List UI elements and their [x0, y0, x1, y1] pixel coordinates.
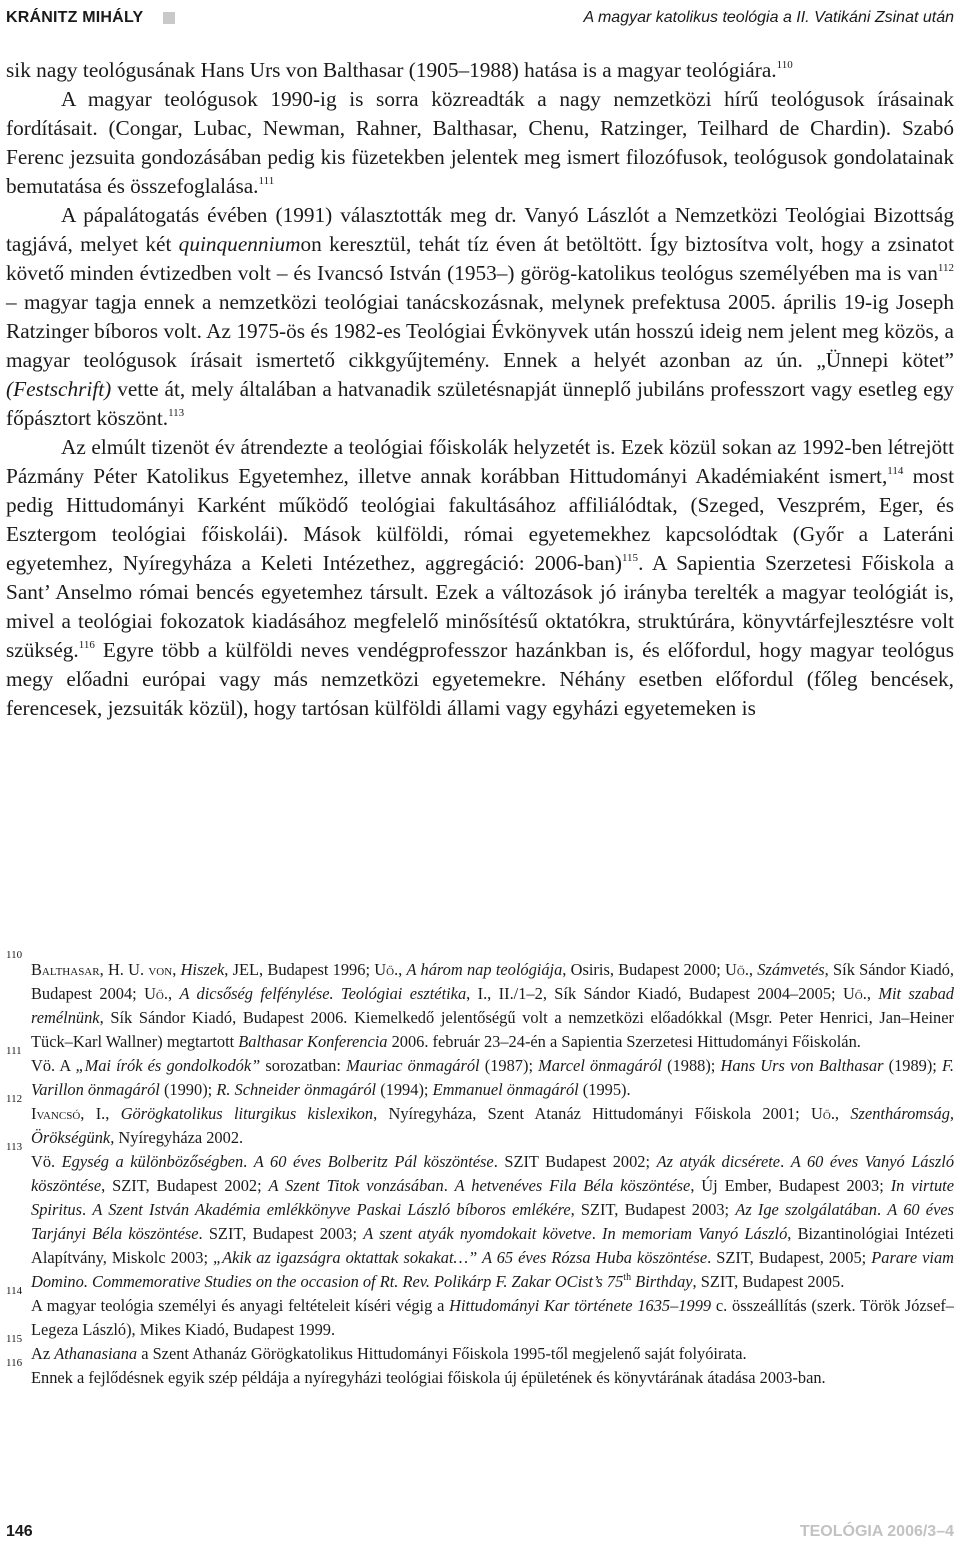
italic-text: Görögkatolikus liturgikus kislexikon: [120, 1104, 374, 1123]
italic-text: In virtute Spiritus: [31, 1176, 955, 1219]
text-run: A magyar teológia személyi és anyagi feltételeit kíséri végig a: [31, 1296, 450, 1315]
text-run: Uő: [725, 960, 745, 979]
text-run: on keresztül, tehát tíz éven át betöltött. Így biztosítva volt, hogy a zsinatot követő minden évtizedben volt – és Ivancsó István (1953–) görög-katolikus teológus személyében ma is van: [6, 232, 955, 285]
text-run: .,: [394, 960, 407, 979]
text-run: A magyar teológusok 1990-ig is sorra közreadták a nagy nemzetközi hírű teológusok írásainak fordításait. (Congar, Lubac, Newman, Rahner, Balthasar, Chenu, Ratzinger, Teilhard de Chardin). Szabó Ferenc jezsuita gondozásában pedig kis füzetekben jelentek meg ismert filozófusok, teológusok gondolatainak bemutatása és összefoglalása.: [6, 87, 954, 198]
text-run: .,: [830, 1104, 851, 1123]
footnote-number: 114: [6, 1285, 23, 1297]
text-run: vette át, mely általában a hatvanadik születésnapját ünneplő jubiláns professzort vagy esetleg egy főpásztort köszönt.: [6, 377, 954, 430]
italic-text: Birthday: [631, 1272, 693, 1291]
footnote-number: 110: [6, 949, 23, 961]
text-run: Vö. A: [31, 1056, 76, 1075]
text-run: .: [443, 1176, 455, 1195]
text-run: , Sík Sándor Kiadó, Budapest 2004;: [31, 960, 955, 1003]
italic-text: A szent atyák nyomdokait követve: [363, 1224, 592, 1243]
italic-text: „Akik az igazságra oktattak sokakat…” A 65 éves Rózsa Huba köszöntése: [213, 1248, 708, 1267]
footnote-ref: 110: [776, 59, 793, 71]
italic-text: Hittudományi Kar története 1635–1999: [449, 1296, 712, 1315]
text-run: , I., II./1–2, Sík Sándor Kiadó, Budapest 2004–2005;: [466, 984, 843, 1003]
italic-text: Hans Urs von Balthasar: [720, 1056, 884, 1075]
italic-text: „Mai írók és gondolkodók”: [75, 1056, 261, 1075]
text-run: (1990);: [159, 1080, 217, 1099]
text-run: . A Sapientia Szerzetesi Főiskola a Sant’ Anselmo római bencés egyetemhez társult. Ezek a változások jó irányba terelték a magyar teológiát is, mivel a teológiai fokozatok kiadásához megfelelő minősítésű oktatókra, struktúrára, könyvtárfejlesztésre volt szükség.: [6, 551, 954, 662]
italic-text: A 60 éves Vanyó László köszöntése: [31, 1152, 955, 1195]
footnote-ref: 111: [258, 175, 275, 187]
running-header: [6, 6, 954, 30]
text-run: Az: [31, 1344, 55, 1363]
italic-text: Az atyák dicsérete: [656, 1152, 781, 1171]
italic-text: Az Ige szolgálatában: [735, 1200, 877, 1219]
italic-text: In memoriam Vanyó László: [602, 1224, 788, 1243]
footnote-number: 116: [6, 1357, 23, 1369]
italic-text: F. Varillon önmagáról: [31, 1056, 955, 1099]
footnote-ref: 115: [621, 552, 639, 564]
text-run: .: [82, 1200, 93, 1219]
main-text: [6, 56, 954, 723]
text-run: Uő: [374, 960, 395, 979]
footnote: [6, 949, 955, 1054]
italic-text: A Szent Titok vonzásában: [268, 1176, 444, 1195]
paragraph: [6, 201, 954, 433]
text-run: A pápalátogatás évében (1991) választották meg dr. Vanyó Lászlót a Nemzetközi Teológiai Bizottság tagjává, melyet két: [6, 203, 954, 256]
footnote-ref: 114: [887, 465, 904, 477]
footnote: [6, 1357, 954, 1390]
italic-text: Parare viam Domino. Commemorative Studies on the occasion of Rt. Rev. Polikárp F. Zakar OCist’s 75: [31, 1248, 954, 1291]
text-run: 2006. február 23–24-én a Sapientia Szerzetesi Hittudományi Főiskolán.: [387, 1032, 861, 1051]
text-run: .,: [744, 960, 758, 979]
text-run: , SZIT, Budapest 2002;: [101, 1176, 269, 1195]
text-run: a Szent Athanáz Görögkatolikus Hittudományi Főiskola 1995-től megjelenő saját folyóirata.: [137, 1344, 747, 1363]
paragraph: [6, 56, 954, 85]
italic-text: Balthasar Konferencia: [238, 1032, 388, 1051]
paragraph: [6, 433, 954, 723]
footnote-number: 111: [6, 1045, 22, 1057]
text-run: , I.,: [80, 1104, 121, 1123]
italic-text: R. Schneider önmagáról: [216, 1080, 377, 1099]
text-run: , Sík Sándor Kiadó, Budapest 2006. Kiemelkedő jelentőségű volt a nemzetközi előadókkal (Msgr. Peter Henrici, Jan–Heiner Tück–Karl Wallner) megtartott: [31, 1008, 954, 1051]
footnote-ref: 112: [937, 262, 954, 274]
italic-text: Mit szabad remélnünk: [31, 984, 954, 1027]
italic-text: A 60 éves Tarjányi Béla köszöntése: [31, 1200, 954, 1243]
text-run: , SZIT, Budapest 2005.: [692, 1272, 845, 1291]
footnote-number: 112: [6, 1093, 23, 1105]
text-run: .: [243, 1152, 254, 1171]
italic-text: A 60 éves Bolberitz Pál köszöntése: [253, 1152, 494, 1171]
text-run: .: [877, 1200, 888, 1219]
footnote: [6, 1045, 955, 1102]
text-run: .: [591, 1224, 602, 1243]
text-run: .,: [163, 984, 180, 1003]
page-number: 146: [6, 1523, 33, 1540]
text-run: sorozatban:: [260, 1056, 347, 1075]
footnote: [6, 1333, 954, 1366]
text-run: , JEL, Budapest 1996;: [224, 960, 375, 979]
italic-text: A három nap teológiája: [406, 960, 563, 979]
header-article-title: A magyar katolikus teológia a II. Vatikáni Zsinat után: [583, 9, 954, 26]
header-separator-square: [163, 12, 175, 24]
text-run: Uő: [811, 1104, 831, 1123]
text-run: Uő: [842, 984, 863, 1003]
footnote: [6, 1285, 954, 1342]
text-run: , H. U.: [99, 960, 149, 979]
footnote: [6, 1141, 955, 1294]
italic-text: A dicsőség felfénylése. Teológiai esztétika: [179, 984, 467, 1003]
text-run: von: [148, 960, 173, 979]
italic-text: quinquennium: [178, 232, 301, 256]
text-run: (1987);: [479, 1056, 539, 1075]
text-run: (1994);: [376, 1080, 433, 1099]
text-run: (1988);: [661, 1056, 721, 1075]
text-run: .,: [862, 984, 879, 1003]
text-run: – magyar tagja ennek a nemzetközi teológiai tanácskozásnak, melynek prefektusa 2005. április 19-ig Joseph Ratzinger bíboros volt. Az 1975-ös és 1982-es Teológiai Évkönyvek után hosszú ideig nem jelent meg közös, a magyar teológusok írásait ismertető cikkgyűjtemény. Ennek a helyét azonban az ún. „Ünnepi kötet”: [6, 290, 954, 372]
text-run: Vö.: [31, 1152, 62, 1171]
text-run: Ivancsó: [31, 1104, 81, 1123]
text-run: Nyíregyháza 2002.: [114, 1128, 244, 1147]
text-run: . SZIT, Budapest, 2005;: [707, 1248, 872, 1267]
text-run: , Osiris, Budapest 2000;: [562, 960, 726, 979]
text-run: Ennek a fejlődésnek egyik szép példája a nyíregyházi teológiai főiskola új épületének és könyvtárának átadása 2003-ban.: [31, 1368, 826, 1387]
italic-text: Marcel önmagáról: [538, 1056, 662, 1075]
running-footer: [6, 1522, 954, 1542]
text-run: sik nagy teológusának Hans Urs von Balthasar (1905–1988) hatása is a magyar teológiára.: [6, 58, 777, 82]
italic-text: Hiszek: [180, 960, 225, 979]
italic-text: Számvetés: [757, 960, 825, 979]
text-run: .: [780, 1152, 791, 1171]
text-run: Egyre több a külföldi neves vendégprofesszor hazánkban is, és előfordul, hogy magyar teológus megy előadni európai vagy más nemzetközi egyetemekre. Néhány esetben előfordul (főleg bencések, ferencesek, jezsuiták közül), hogy tartósan külföldi állami vagy egyházi egyetemeken is: [6, 638, 954, 720]
footnote-ref: 116: [78, 639, 95, 651]
footnote-number: 113: [6, 1141, 23, 1153]
text-run: , Nyíregyháza, Szent Atanáz Hittudományi Főiskola 2001;: [373, 1104, 812, 1123]
footnote: [6, 1093, 955, 1150]
text-run: . SZIT Budapest 2002;: [493, 1152, 657, 1171]
italic-text: (Festschrift): [6, 377, 112, 401]
footnote-number: 115: [6, 1333, 23, 1345]
paragraph: [6, 85, 954, 201]
footnotes: [6, 949, 955, 1390]
italic-text: A hetvenéves Fila Béla köszöntése: [454, 1176, 691, 1195]
text-run: c. összeállítás (szerk. Török József–Legeza László), Mikes Kiadó, Budapest 1999.: [31, 1296, 954, 1339]
text-run: , Új Ember, Budapest 2003;: [690, 1176, 891, 1195]
superscript: th: [623, 1272, 632, 1283]
text-run: most pedig Hittudományi Karként működő teológiai fakultásához affiliálódtak, (Szeged, Veszprém, Eger, és Esztergom teológiai főiskolái). Mások külföldi, római egyetemekhez kapcsolódtak (Győr a Lateráni egyetemhez, Nyíregyháza a Keleti Intézethez, aggregáció: 2006-ban): [6, 464, 955, 575]
italic-text: Szentháromság, Örökségünk,: [31, 1104, 955, 1147]
text-run: , Bizantinológiai Intézeti Alapítvány, Miskolc 2003;: [31, 1224, 954, 1267]
text-run: Az elmúlt tizenöt év átrendezte a teológiai főiskolák helyzetét is. Ezek közül sokan az 1992-ben létrejött Pázmány Péter Katolikus Egyetemhez, illetve annak korábban Hittudományi Akadémiaként ismert,: [6, 435, 954, 488]
italic-text: Emmanuel önmagáról: [432, 1080, 579, 1099]
text-run: , SZIT, Budapest 2003;: [570, 1200, 736, 1219]
text-run: (1989);: [883, 1056, 943, 1075]
text-run: Balthasar: [31, 960, 100, 979]
footnote-ref: 113: [168, 407, 185, 419]
text-run: ,: [172, 960, 181, 979]
text-run: Uő: [144, 984, 164, 1003]
text-run: . SZIT, Budapest 2003;: [198, 1224, 364, 1243]
header-author: KRÁNITZ MIHÁLY: [6, 9, 144, 26]
journal-issue: TEOLÓGIA 2006/3–4: [799, 1523, 954, 1540]
italic-text: Egység a különbözőségben: [61, 1152, 244, 1171]
text-run: (1995).: [578, 1080, 631, 1099]
italic-text: Mauriac önmagáról: [346, 1056, 480, 1075]
italic-text: Athanasiana: [54, 1344, 138, 1363]
italic-text: A Szent István Akadémia emlékkönyve Paskai László bíboros emlékére: [92, 1200, 571, 1219]
